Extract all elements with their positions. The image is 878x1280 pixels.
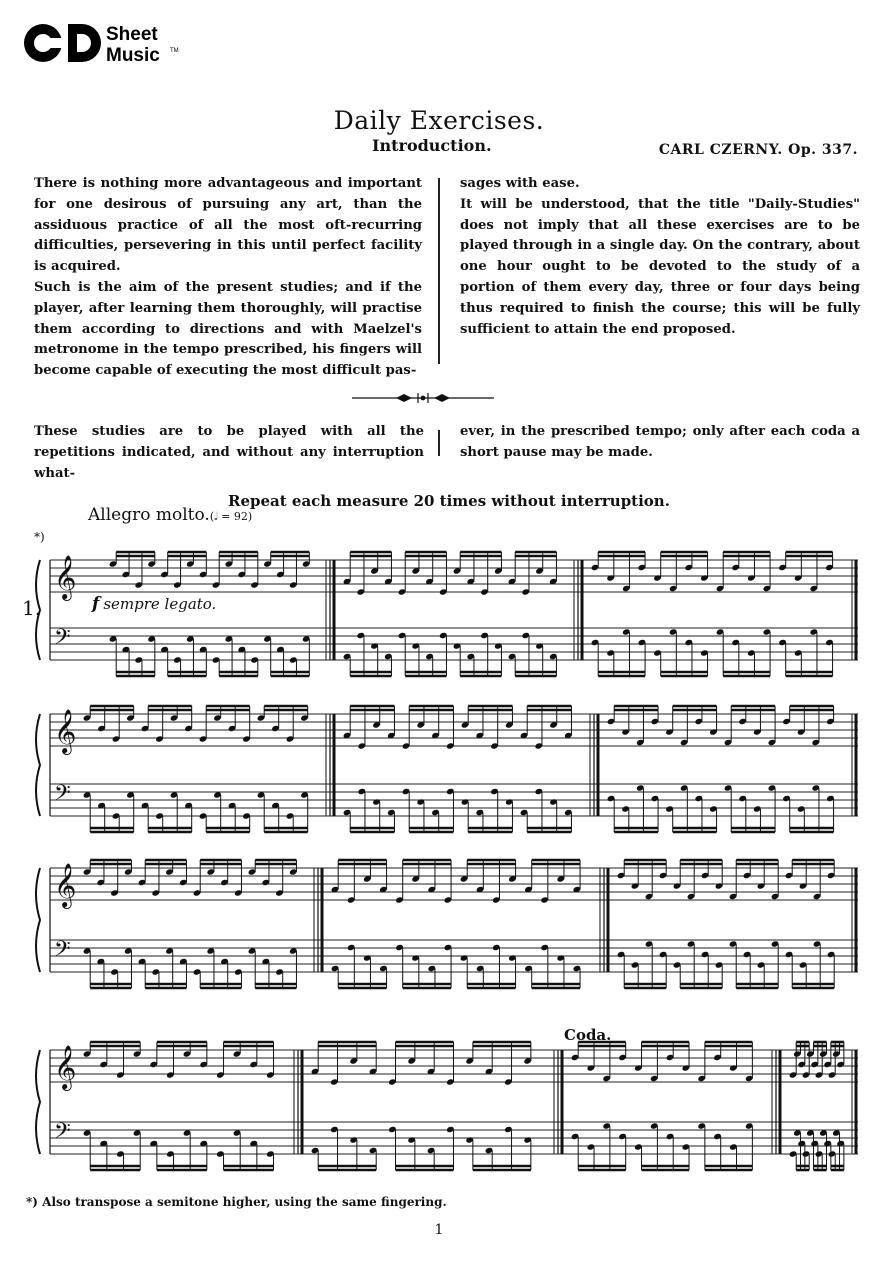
instructions-text: These studies are to be played with all the repetitions indicated, and without any interruption what- xyxy=(34,424,424,481)
intro-paragraph: It will be understood, that the title "Daily-Studies" does not imply that all these exercises are to be played through in a single day. On the contrary, about one hour ought to be devoted to the study of a portion of them every day, three or four days being thus required to finish the course; this will be fully sufficient to attain the end proposed. xyxy=(460,196,860,337)
column-divider xyxy=(438,178,440,364)
brace xyxy=(36,868,40,972)
logo-text-bottom: Music xyxy=(106,45,160,66)
metronome-marking: (𝅗𝅥 = 92) xyxy=(209,510,253,523)
column-divider xyxy=(438,430,440,456)
bass-clef-icon: 𝄢 xyxy=(54,1119,71,1149)
intro-left-column xyxy=(34,174,422,382)
instructions-right xyxy=(460,422,860,464)
cd-sheet-music-logo xyxy=(22,18,182,68)
tempo-text: Allegro molto. xyxy=(88,505,210,525)
treble-clef-icon: 𝄞 xyxy=(54,709,77,753)
page-title: Daily Exercises. xyxy=(333,106,545,135)
treble-clef-icon: 𝄞 xyxy=(54,555,77,599)
dynamic-forte: f xyxy=(92,594,100,614)
intro-paragraph: There is nothing more advantageous and important for one desirous of pursuing any art, than the assiduous practice of all the most oft-recurring difficulties, persevering in this until perfect facility is acquired. xyxy=(34,176,422,275)
coda-label: Coda. xyxy=(564,1026,612,1044)
music-system xyxy=(0,700,878,830)
brace xyxy=(36,1050,40,1154)
logo-trademark: TM xyxy=(170,48,179,54)
repeat-instruction: Repeat each measure 20 times without interruption. xyxy=(228,492,670,510)
ornament-divider xyxy=(352,390,494,406)
music-system xyxy=(0,540,878,670)
intro-heading: Introduction. xyxy=(372,136,492,155)
bass-clef-icon: 𝄢 xyxy=(54,625,71,655)
treble-clef-icon: 𝄞 xyxy=(54,1045,77,1089)
intro-paragraph: Such is the aim of the present studies; and if the player, after learning them thoroughly, will practise them according to directions and with Maelzel's metronome in the tempo prescribed, his fingers will become capable of executing the most difficult pas- xyxy=(34,279,422,379)
music-system xyxy=(0,1036,878,1186)
bass-clef-icon: 𝄢 xyxy=(54,937,71,967)
intro-paragraph: sages with ease. xyxy=(460,176,580,191)
brace xyxy=(36,560,40,660)
bass-clef-icon: 𝄢 xyxy=(54,781,71,811)
brace xyxy=(36,714,40,816)
exercise-number: 1. xyxy=(22,596,42,620)
music-system xyxy=(0,856,878,986)
logo-text-top: Sheet xyxy=(106,24,158,45)
instructions-text: ever, in the prescribed tempo; only after each coda a short pause may be made. xyxy=(460,424,860,460)
intro-right-column xyxy=(460,174,860,340)
page-number: 1 xyxy=(434,1222,444,1238)
tempo-marking xyxy=(88,505,252,525)
footnote: *) Also transpose a semitone higher, using the same fingering. xyxy=(26,1195,447,1209)
composer-credit: CARL CZERNY. Op. 337. xyxy=(658,142,858,158)
treble-clef-icon: 𝄞 xyxy=(54,863,77,907)
expression-text: sempre legato. xyxy=(103,595,217,613)
instructions-left xyxy=(34,422,424,484)
footnote-marker: *) xyxy=(34,530,45,544)
